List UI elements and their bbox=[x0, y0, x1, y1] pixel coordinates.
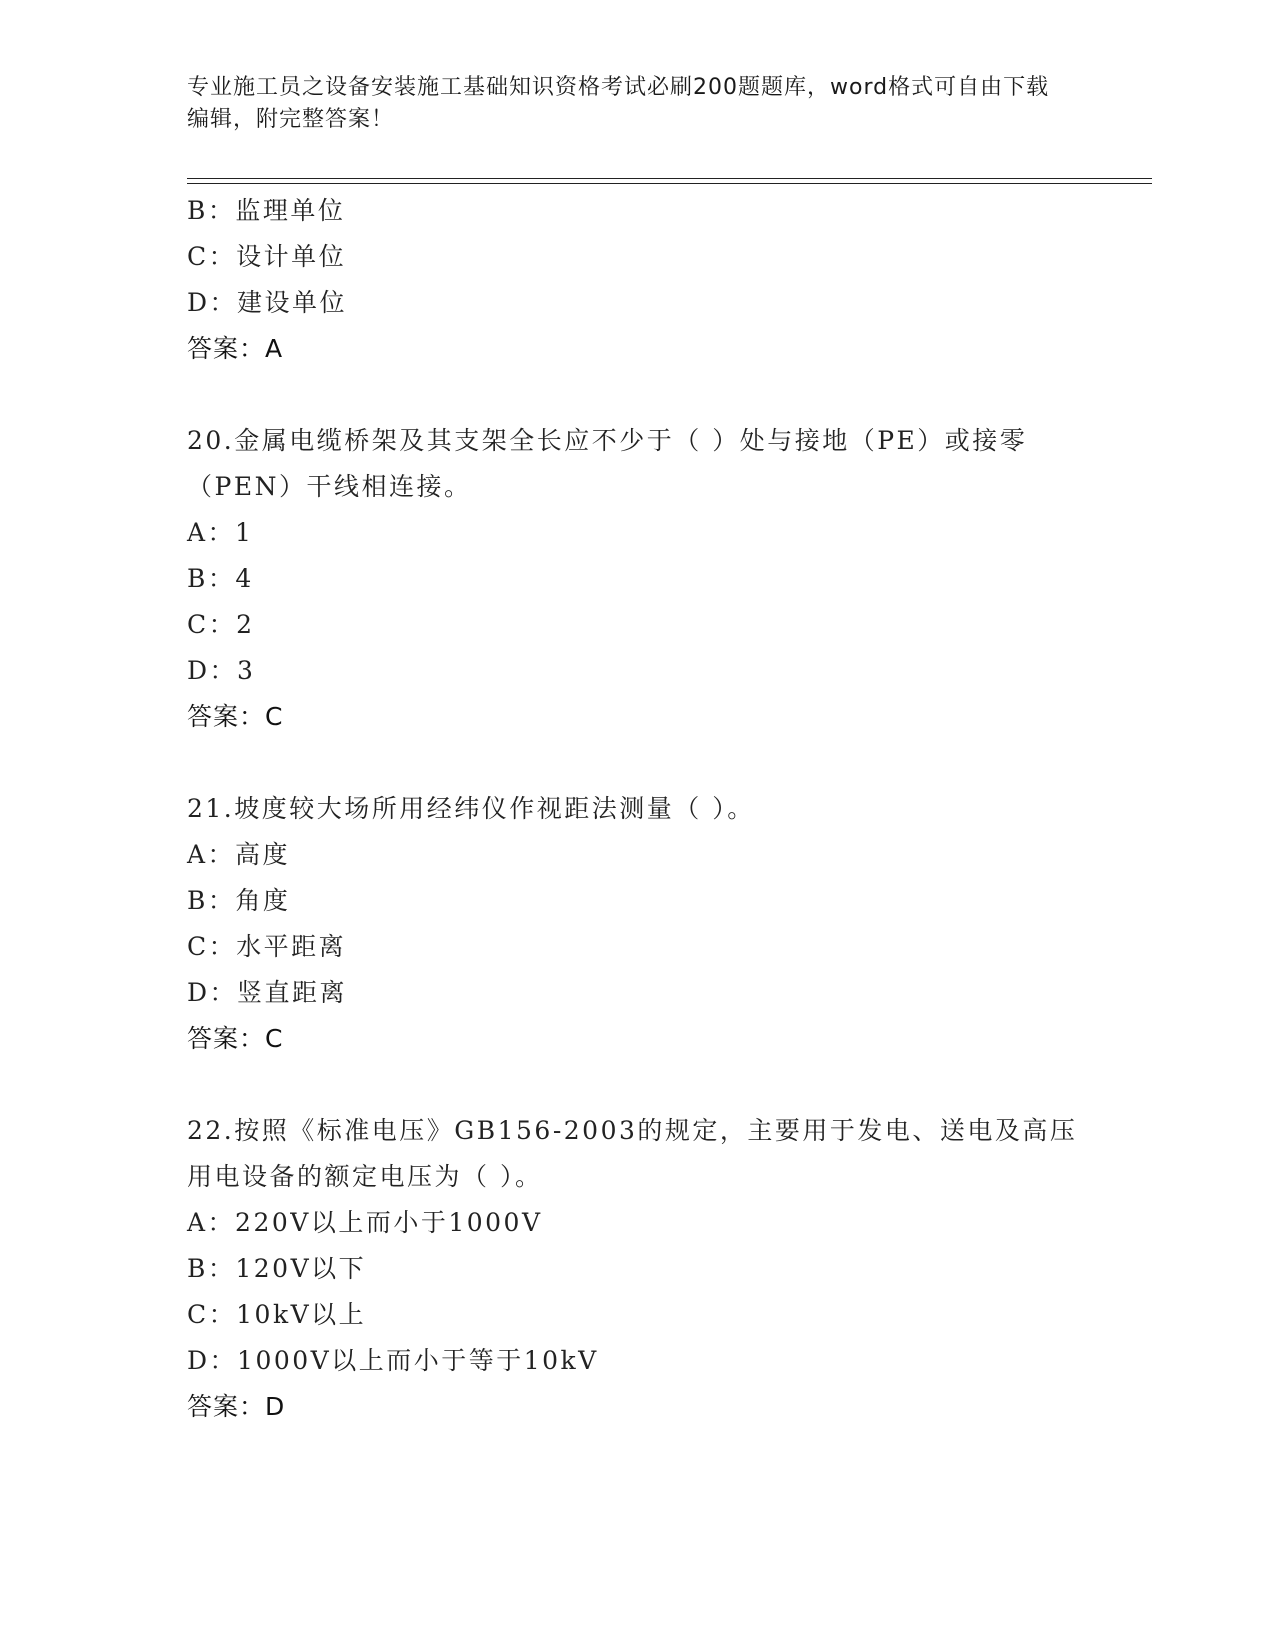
spacer bbox=[187, 740, 1087, 786]
answer: 答案：D bbox=[187, 1392, 286, 1421]
question-stem: 21.坡度较大场所用经纬仪作视距法测量（ ）。 bbox=[187, 794, 755, 823]
question-stem: 20.金属电缆桥架及其支架全长应不少于（ ）处与接地（PE）或接零（PEN）干线相连接。 bbox=[187, 426, 1028, 501]
question-stem: 22.按照《标准电压》GB156-2003的规定，主要用于发电、送电及高压用电设备的额定电压为（ ）。 bbox=[187, 1116, 1078, 1191]
option-a: A：1 bbox=[187, 518, 254, 547]
answer: 答案：C bbox=[187, 702, 284, 731]
question-20 bbox=[187, 418, 1087, 740]
option-a: A：高度 bbox=[187, 840, 291, 869]
question-19-continued bbox=[187, 188, 1087, 372]
header-divider-thin bbox=[187, 183, 1152, 184]
document-header: 专业施工员之设备安装施工基础知识资格考试必刷200题题库，word格式可自由下载编辑，附完整答案！ bbox=[187, 75, 1050, 132]
option-d: D：竖直距离 bbox=[187, 978, 348, 1007]
option-a: A：220V以上而小于1000V bbox=[187, 1208, 543, 1237]
option-b: B：角度 bbox=[187, 886, 291, 915]
option-c: C：设计单位 bbox=[187, 242, 347, 271]
option-c: C：2 bbox=[187, 610, 255, 639]
option-d: D：1000V以上而小于等于10kV bbox=[187, 1346, 599, 1375]
option-c: C：水平距离 bbox=[187, 932, 347, 961]
question-21 bbox=[187, 786, 1087, 1062]
question-22 bbox=[187, 1108, 1087, 1430]
answer: 答案：C bbox=[187, 1024, 284, 1053]
answer: 答案：A bbox=[187, 334, 284, 363]
option-d: D：建设单位 bbox=[187, 288, 348, 317]
option-d: D：3 bbox=[187, 656, 256, 685]
option-c: C：10kV以上 bbox=[187, 1300, 367, 1329]
question-list bbox=[187, 188, 1087, 1430]
spacer bbox=[187, 1062, 1087, 1108]
option-b: B：4 bbox=[187, 564, 254, 593]
option-b: B：120V以下 bbox=[187, 1254, 367, 1283]
option-b: B：监理单位 bbox=[187, 196, 346, 225]
spacer bbox=[187, 372, 1087, 418]
header-divider-thick bbox=[187, 178, 1152, 179]
